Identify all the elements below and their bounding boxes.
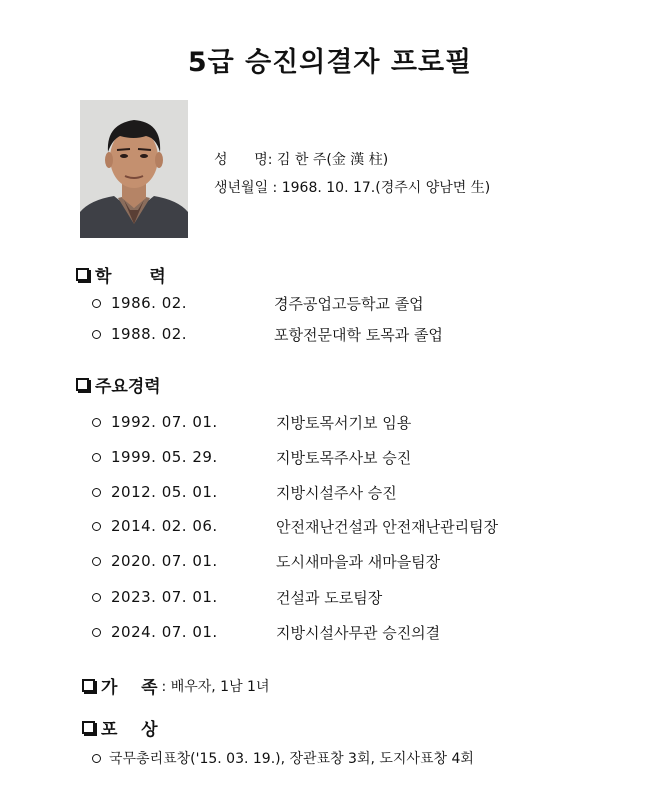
career-date: 2020. 07. 01. [111,552,218,570]
list-item [92,552,441,571]
career-heading-text: 주요경력 [95,377,161,397]
career-desc: 도시새마을과 새마을팀장 [276,552,441,571]
education-desc: 경주공업고등학교 졸업 [274,294,424,313]
checkbox-square-icon [76,268,89,281]
family-heading-text: 가 족 [101,678,158,698]
career-desc: 건설과 도로팀장 [276,588,383,607]
family-value: : 배우자, 1남 1녀 [161,678,270,695]
list-item [92,325,443,344]
award-heading-text: 포 상 [101,720,158,740]
career-date: 1999. 05. 29. [111,448,218,466]
list-item [92,483,397,502]
list-item [92,448,412,467]
circle-bullet-icon [92,488,101,497]
career-date: 1992. 07. 01. [111,413,218,431]
circle-bullet-icon [92,418,101,427]
name-label: 성 명 [214,152,268,168]
list-item [92,517,499,536]
career-date: 2023. 07. 01. [111,588,218,606]
list-item [92,623,441,642]
career-desc: 안전재난건설과 안전재난관리팀장 [276,517,499,536]
education-heading-text: 학 력 [95,267,182,287]
name-value: : 김 한 주(金 漢 柱) [267,152,389,168]
list-item [92,294,424,313]
award-heading [82,715,158,740]
career-date: 2012. 05. 01. [111,483,218,501]
family-heading [82,673,269,698]
page-title: 5급 승진의결자 프로필 [187,47,473,78]
list-item [92,413,412,432]
portrait-photo-icon [80,100,188,238]
circle-bullet-icon [92,593,101,602]
career-desc: 지방시설사무관 승진의결 [276,623,441,642]
career-date: 2024. 07. 01. [111,623,218,641]
circle-bullet-icon [92,557,101,566]
profile-birth-row [214,177,490,197]
checkbox-square-icon [76,378,89,391]
career-desc: 지방시설주사 승진 [276,483,397,502]
birth-label: 생년월일 [214,180,269,196]
career-desc: 지방토목서기보 임용 [276,413,412,432]
career-date: 2014. 02. 06. [111,517,218,535]
checkbox-square-icon [82,679,95,692]
circle-bullet-icon [92,330,101,339]
circle-bullet-icon [92,754,101,763]
list-item [92,588,383,607]
education-date: 1988. 02. [111,325,188,343]
education-desc: 포항전문대학 토목과 졸업 [274,325,443,344]
career-desc: 지방토목주사보 승진 [276,448,412,467]
circle-bullet-icon [92,453,101,462]
career-heading [76,372,161,397]
award-desc: 국무총리표창('15. 03. 19.), 장관표창 3회, 도지사표창 4회 [109,751,474,767]
list-item [92,748,474,768]
profile-name-row [214,149,388,169]
education-heading [76,262,182,287]
birth-value: : 1968. 10. 17.(경주시 양남면 生) [268,180,491,196]
circle-bullet-icon [92,299,101,308]
checkbox-square-icon [82,721,95,734]
education-date: 1986. 02. [111,294,188,312]
circle-bullet-icon [92,628,101,637]
portrait-photo [80,100,188,238]
circle-bullet-icon [92,522,101,531]
